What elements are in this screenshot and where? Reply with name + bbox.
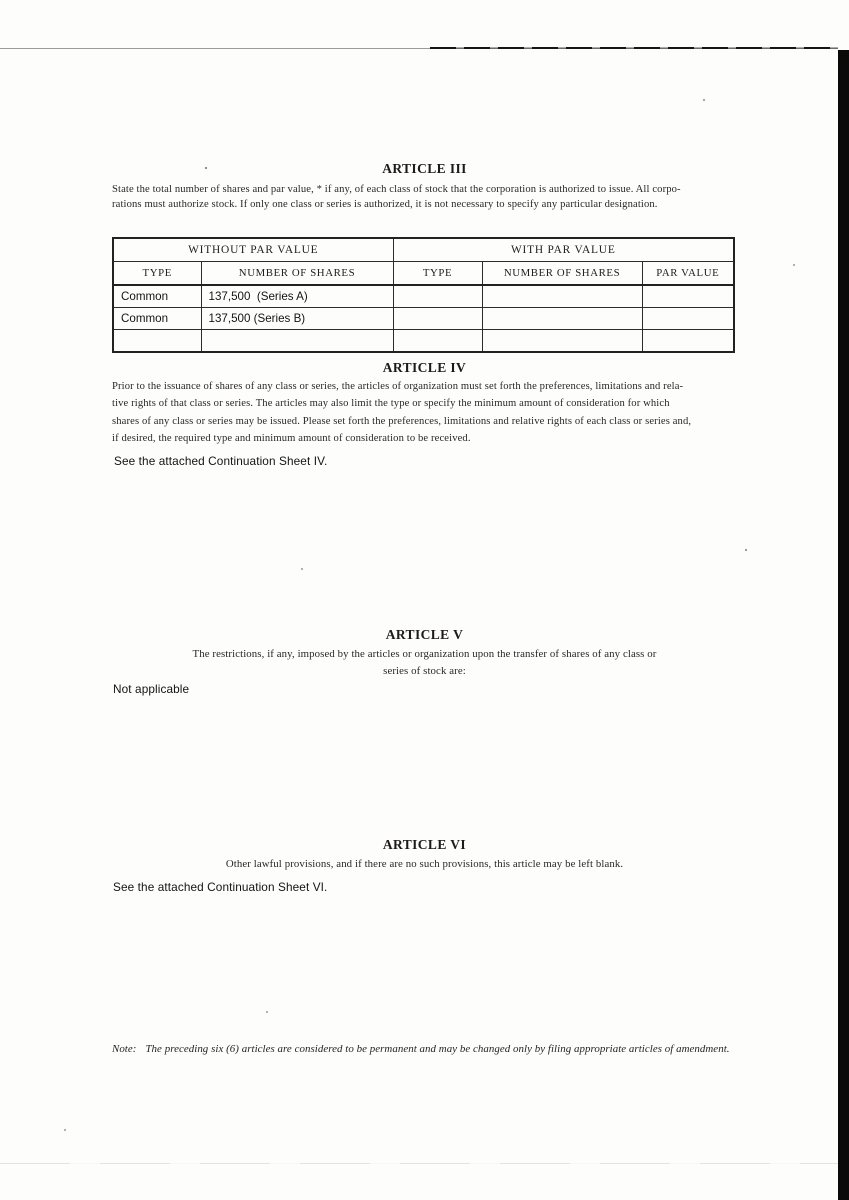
footnote-text: The preceding six (6) articles are considered to be permanent and may be changed only by filing appropriate articles of amendment. [145,1043,730,1055]
article4-response: See the attached Continuation Sheet IV. [114,454,328,468]
table-cell [113,330,201,353]
table-row [113,308,734,330]
table-row [113,330,734,353]
stock-table-group-header-row [113,238,734,262]
scan-faint-line [0,1163,838,1164]
table-cell [642,330,734,353]
article4-body [112,378,742,448]
scan-speck [703,99,705,101]
article3-body-line: rations must authorize stock. If only one class or series is authorized, it is not necessary to specify any particular designation. [112,199,658,210]
table-cell [642,285,734,308]
table-cell [201,330,393,353]
article4-body-line: if desired, the required type and minimum amount of consideration to be received. [112,433,471,445]
article3-title: ARTICLE III [382,161,467,176]
table-cell: 137,500 (Series B) [201,308,393,330]
article3-body-line: State the total number of shares and par value, * if any, of each class of stock that the corporation is authorized to issue. All corpo- [112,184,681,195]
table-cell [482,285,642,308]
column-header-type: TYPE [393,262,482,286]
scan-speck [301,568,303,570]
article4-title: ARTICLE IV [382,360,467,375]
article3-body [112,182,742,212]
article5-body [0,646,849,679]
column-header-type: TYPE [113,262,201,286]
table-cell [393,308,482,330]
group-header-with-par-value: WITH PAR VALUE [393,238,734,262]
table-cell: Common [113,285,201,308]
article4-body-line: Prior to the issuance of shares of any class or series, the articles of organization must set forth the preferences, limitations and rela- [112,381,684,392]
article6-title: ARTICLE VI [382,837,467,852]
table-cell: Common [113,308,201,330]
article5-title: ARTICLE V [385,627,464,642]
column-header-number-of-shares: NUMBER OF SHARES [482,262,642,286]
table-cell [393,285,482,308]
article5-body-line: series of stock are: [383,664,466,677]
stock-table-column-header-row [113,262,734,286]
article5-body-line: The restrictions, if any, imposed by the articles or organization upon the transfer of shares of any class or [192,648,657,660]
scan-speck [266,1011,268,1013]
scan-speck [64,1129,66,1131]
column-header-par-value: PAR VALUE [642,262,734,286]
article6-response: See the attached Continuation Sheet VI. [113,880,328,894]
footnote [112,1043,742,1055]
scan-speck [793,264,795,266]
scan-right-edge-band [838,50,849,1200]
scan-top-rule-dashes [430,47,838,49]
table-cell [642,308,734,330]
group-header-without-par-value: WITHOUT PAR VALUE [113,238,393,262]
article5-response: Not applicable [113,682,190,696]
footnote-label: Note: [112,1043,137,1055]
stock-table [112,237,735,353]
column-header-number-of-shares: NUMBER OF SHARES [201,262,393,286]
scan-speck [745,549,747,551]
table-row [113,285,734,308]
table-cell [482,330,642,353]
article4-body-line: tive rights of that class or series. The articles may also limit the type or specify the minimum amount of consideration for which [112,398,670,410]
table-cell [393,330,482,353]
table-cell: 137,500 (Series A) [201,285,393,308]
article4-body-line: shares of any class or series may be issued. Please set forth the preferences, limitations and relative rights of each class or series and, [112,415,692,427]
table-cell [482,308,642,330]
article6-body-line: Other lawful provisions, and if there are no such provisions, this article may be left blank. [225,858,624,870]
article6-body [0,856,849,873]
